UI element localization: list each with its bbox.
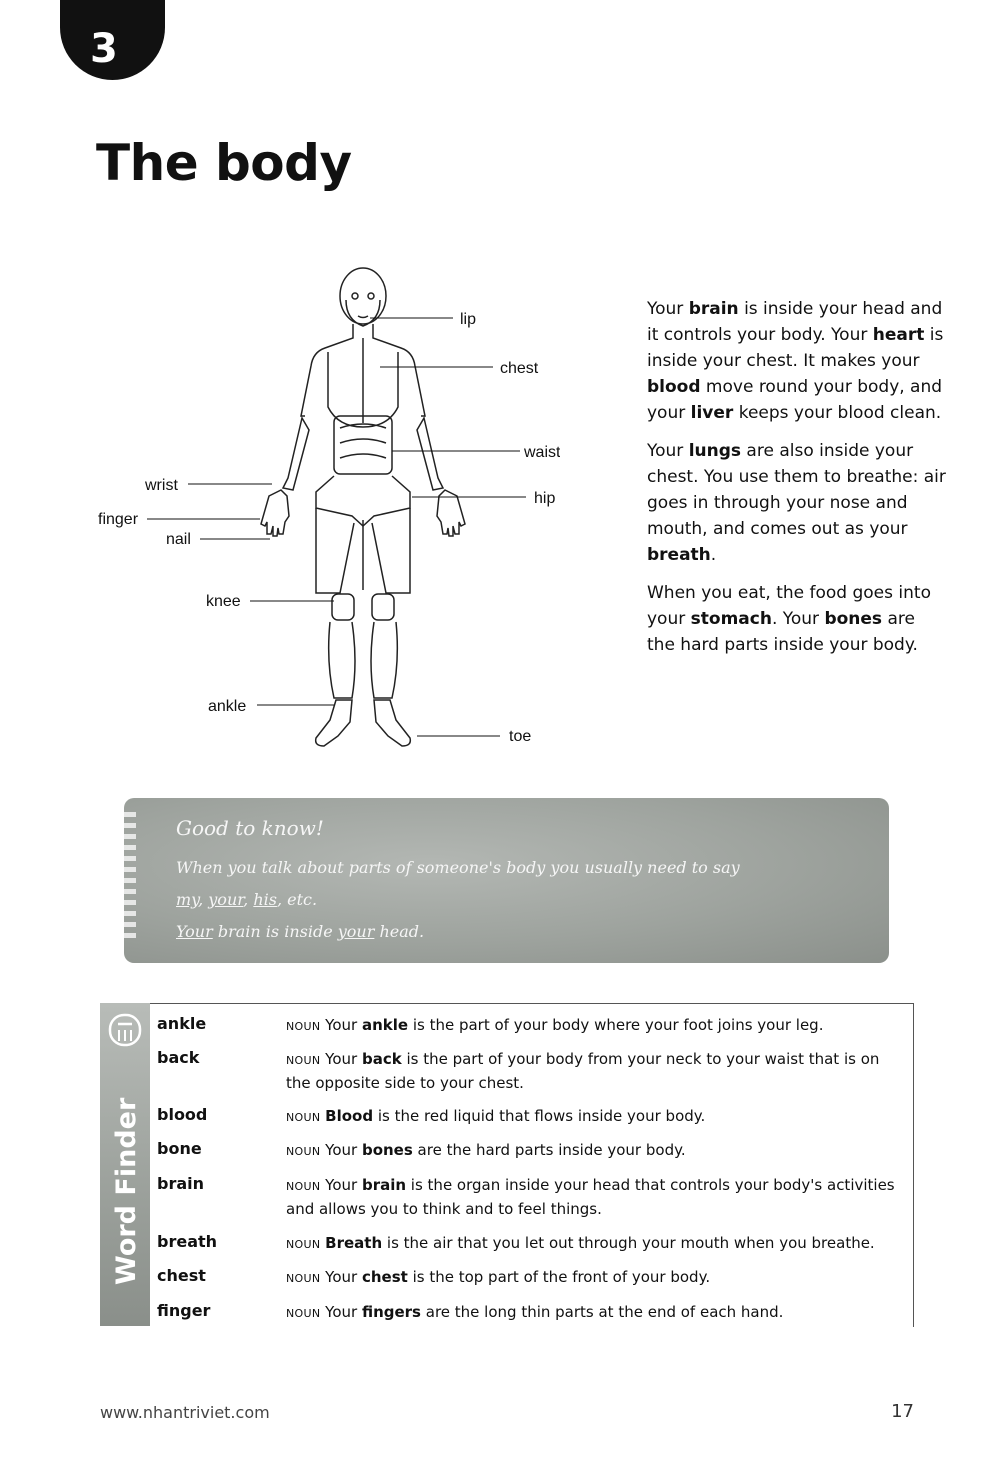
part-of-speech: NOUN (286, 1111, 321, 1124)
underlined-word: my (176, 890, 199, 909)
intro-paragraph-2 (647, 438, 947, 568)
entry-definition (286, 1048, 906, 1095)
part-of-speech: NOUN (286, 1054, 321, 1067)
underlined-word: Your (176, 922, 213, 941)
label-waist: waist (524, 444, 560, 461)
underlined-word: his (253, 890, 277, 909)
text-run: brain is inside (212, 922, 338, 941)
underlined-word: your (337, 922, 375, 941)
intro-text (647, 296, 947, 670)
underlined-word: your (208, 890, 244, 909)
leader-lines (147, 318, 526, 736)
part-of-speech: NOUN (286, 1145, 321, 1158)
intro-paragraph-1 (647, 296, 947, 426)
keyword-heart: heart (872, 325, 925, 345)
text-run: Your (647, 299, 689, 319)
text-run: Your (325, 1268, 362, 1286)
good-to-know-line-2 (176, 890, 317, 909)
text-run: are also inside your chest. You use them to breathe: air goes in through your nose and mouth, and comes out as your (647, 441, 946, 539)
unit-number: 3 (90, 26, 118, 72)
text-run: , etc. (276, 890, 318, 909)
text-run: , (243, 890, 254, 909)
entry-word: chest (157, 1266, 206, 1285)
label-hip: hip (534, 490, 556, 507)
good-to-know-box (124, 798, 889, 963)
text-run: is inside your chest. It makes your (647, 325, 944, 371)
footer-url: www.nhantriviet.com (100, 1403, 270, 1422)
entry-definition (286, 1014, 906, 1038)
text-run: Your (325, 1141, 362, 1159)
body-figure (261, 268, 465, 746)
word-finder-list (150, 1003, 914, 1327)
text-run: Your (325, 1303, 362, 1321)
text-run: are the hard parts inside your body. (647, 609, 918, 655)
entry-definition (286, 1139, 906, 1163)
text-run: head. (374, 922, 425, 941)
entry-word: breath (157, 1232, 218, 1251)
label-knee: knee (206, 593, 241, 610)
entry-keyword: ankle (361, 1016, 409, 1034)
entry-word: finger (157, 1301, 211, 1320)
text-run: is the air that you let out through your mouth when you breathe. (382, 1234, 875, 1252)
text-run: is inside your head and it controls your body. Your (647, 299, 943, 345)
text-run: keeps your blood clean. (733, 403, 942, 423)
notebook-binding-icon (124, 812, 136, 944)
entry-word: back (157, 1048, 200, 1067)
entry-definition (286, 1174, 906, 1221)
good-to-know-line-1: When you talk about parts of someone's body you usually need to say (176, 858, 740, 877)
entry-keyword: bones (361, 1141, 413, 1159)
part-of-speech: NOUN (286, 1307, 321, 1320)
part-of-speech: NOUN (286, 1238, 321, 1251)
text-run: Your (325, 1016, 362, 1034)
label-chest: chest (500, 360, 539, 377)
text-run: is the organ inside your head that controls your body's activities and allows you to think and to feel things. (286, 1176, 895, 1218)
label-nail: nail (166, 531, 191, 548)
good-to-know-heading: Good to know! (176, 816, 324, 840)
entry-keyword: fingers (361, 1303, 421, 1321)
part-of-speech: NOUN (286, 1020, 321, 1033)
label-ankle: ankle (208, 698, 247, 715)
text-run: is the part of your body where your foot joins your leg. (408, 1016, 824, 1034)
label-wrist: wrist (145, 477, 178, 494)
keyword-liver: liver (690, 403, 734, 423)
text-run: When you eat, the food goes into your (647, 583, 931, 629)
text-run: . Your (771, 609, 825, 629)
good-to-know-line-3 (176, 922, 424, 941)
entry-definition (286, 1105, 906, 1129)
entry-word: bone (157, 1139, 202, 1158)
body-diagram (90, 258, 560, 758)
entry-word: ankle (157, 1014, 207, 1033)
entry-keyword: back (361, 1050, 402, 1068)
text-run: are the long thin parts at the end of each hand. (421, 1303, 784, 1321)
keyword-blood: blood (647, 377, 701, 397)
keyword-breath: breath (647, 545, 711, 565)
text-run: are the hard parts inside your body. (412, 1141, 686, 1159)
text-run: . (710, 545, 717, 565)
text-run: move round your body, and your (647, 377, 943, 423)
entry-definition (286, 1266, 906, 1290)
entry-definition (286, 1232, 906, 1256)
entry-keyword: chest (361, 1268, 408, 1286)
entry-keyword: brain (361, 1176, 407, 1194)
page-number: 17 (891, 1401, 914, 1422)
entry-word: blood (157, 1105, 208, 1124)
text-run: , (198, 890, 209, 909)
label-lip: lip (460, 311, 477, 328)
intro-paragraph-3 (647, 580, 947, 658)
keyword-stomach: stomach (690, 609, 772, 629)
text-run: is the part of your body from your neck to your waist that is on the opposite side to your chest. (286, 1050, 880, 1092)
text-run: is the top part of the front of your body. (407, 1268, 711, 1286)
text-run: is the red liquid that flows inside your body. (373, 1107, 706, 1125)
part-of-speech: NOUN (286, 1180, 321, 1193)
keyword-bones: bones (824, 609, 883, 629)
book-icon (106, 1011, 144, 1049)
entry-keyword: Breath (325, 1234, 383, 1252)
entry-keyword: Blood (325, 1107, 374, 1125)
part-of-speech: NOUN (286, 1272, 321, 1285)
word-finder-tab (100, 1003, 150, 1326)
page-title: The body (96, 134, 352, 192)
text-run: Your (647, 441, 689, 461)
label-finger: finger (98, 511, 139, 528)
word-finder-label: Word Finder (111, 1097, 142, 1285)
label-toe: toe (509, 728, 532, 745)
text-run: Your (325, 1176, 362, 1194)
entry-definition (286, 1301, 906, 1325)
entry-word: brain (157, 1174, 205, 1193)
keyword-brain: brain (688, 299, 739, 319)
keyword-lungs: lungs (688, 441, 742, 461)
text-run: Your (325, 1050, 362, 1068)
